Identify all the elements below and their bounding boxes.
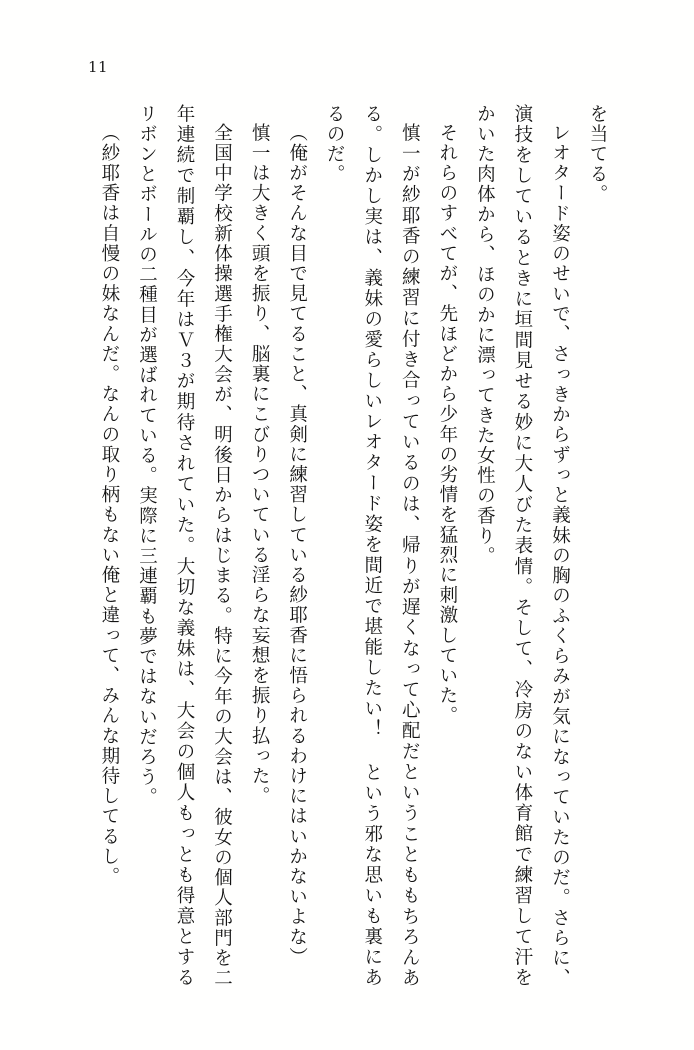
paragraph: レオタード姿のせいで、さっきからずっと義妹の胸のふくらみが気になっていたのだ。さらに、演技をしているときに垣間見せる妙に大人びた表情。そして、冷房のない体育館で練習して汗をかいた肉体から、ほのかに漂ってきた女性の香り。 bbox=[474, 104, 571, 988]
paragraph: （俺がそんな目で見てること、真剣に練習している紗耶香に悟られるわけにはいかないよな） bbox=[286, 122, 308, 967]
paragraph: （紗耶香は自慢の妹なんだ。なんの取り柄もない俺と違って、みんな期待してるし。 bbox=[98, 122, 120, 887]
paragraph: を当てる。 bbox=[587, 104, 608, 205]
page-text-body bbox=[86, 104, 616, 988]
paragraph: 全国中学校新体操選手権大会が、明後日からはじまる。特に今年の大会は、彼女の個人部門を二年連続で制覇し、今年はＶ３が期待されていた。大切な義妹は、大会の個人もっとも得意とするリボンとボールの二種目が選ばれている。実際に三連覇も夢ではないだろう。 bbox=[136, 104, 233, 988]
paragraph: 慎一は大きく頭を振り、脳裏にこびりついている淫らな妄想を振り払った。 bbox=[249, 122, 271, 806]
paragraph: それらのすべてが、先ほどから少年の劣情を猛烈に刺激していた。 bbox=[436, 122, 458, 726]
paragraph: 慎一が紗耶香の練習に付き合っているのは、帰りが遅くなって心配だということももちろんある。しかし実は、義妹の愛らしいレオタード姿を間近で堪能したい！ という邪な思いも裏にあるのだ。 bbox=[324, 104, 421, 988]
page-number: 11 bbox=[88, 58, 109, 76]
